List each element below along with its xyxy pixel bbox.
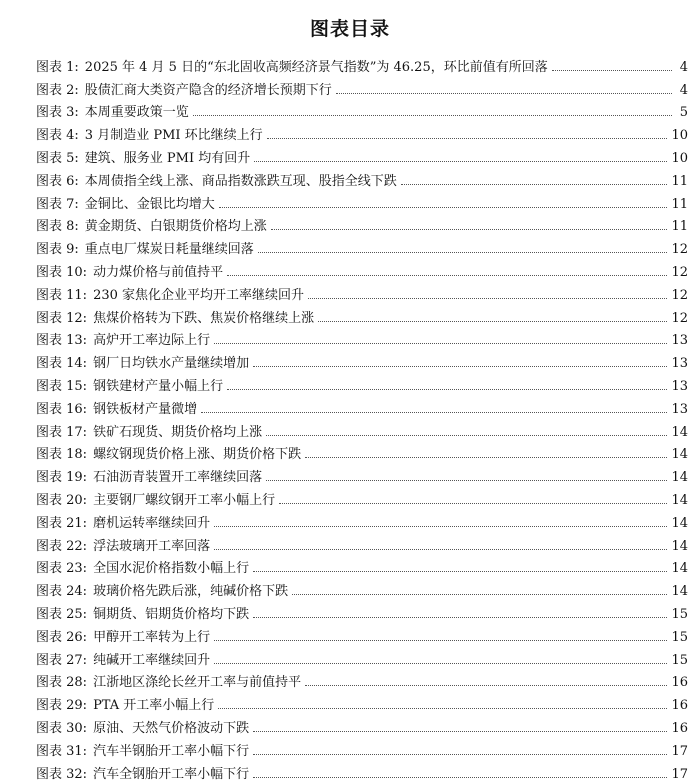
toc-entry-page-number[interactable]: 12: [671, 287, 688, 303]
toc-entry-label: 图表 7:: [36, 196, 79, 212]
toc-dot-leader: [292, 594, 667, 595]
toc-entry[interactable]: [36, 52, 688, 75]
toc-dot-leader: [318, 321, 667, 322]
toc-entry[interactable]: [36, 759, 688, 782]
toc-dot-leader: [214, 640, 667, 641]
toc-entry-title[interactable]: 全国水泥价格指数小幅上行: [93, 561, 250, 577]
toc-entry-page-number[interactable]: 5: [679, 105, 688, 121]
toc-entry[interactable]: [36, 257, 688, 280]
toc-entry-label: 图表 24:: [36, 584, 88, 600]
toc-entry-title[interactable]: 螺纹钢现货价格上涨、期货价格下跌: [93, 447, 302, 463]
toc-entry-page-number[interactable]: 14: [671, 561, 688, 577]
toc-entry[interactable]: [36, 531, 688, 554]
toc-entry-title[interactable]: 3 月制造业 PMI 环比继续上行: [84, 128, 263, 144]
toc-entry-page-number[interactable]: 15: [671, 606, 688, 622]
toc-dot-leader: [214, 343, 667, 344]
toc-entry-title[interactable]: 甲醇开工率转为上行: [93, 629, 211, 645]
toc-entry-title[interactable]: 纯碱开工率继续回升: [93, 652, 211, 668]
toc-entry-title[interactable]: 金铜比、金银比均增大: [84, 196, 215, 212]
toc-entry[interactable]: [36, 440, 688, 463]
toc-entry-title[interactable]: 高炉开工率边际上行: [93, 333, 211, 349]
toc-entry-title[interactable]: 焦煤价格转为下跌、焦炭价格继续上涨: [93, 310, 315, 326]
toc-dot-leader: [271, 229, 668, 230]
toc-entry[interactable]: [36, 189, 688, 212]
toc-entry-title[interactable]: 玻璃价格先跌后涨，纯碱价格下跌: [93, 584, 289, 600]
toc-entry-title[interactable]: 汽车半钢胎开工率小幅下行: [93, 743, 250, 759]
toc-entry-page-number[interactable]: 17: [671, 743, 688, 759]
toc-entry-title[interactable]: 钢厂日均铁水产量继续增加: [93, 356, 250, 372]
toc-entry-page-number[interactable]: 4: [679, 82, 688, 98]
toc-dot-leader: [253, 366, 667, 367]
toc-entry-label: 图表 6:: [36, 173, 79, 189]
toc-dot-leader: [253, 617, 667, 618]
toc-entry-label: 图表 26:: [36, 629, 88, 645]
toc-entry[interactable]: [36, 508, 688, 531]
toc-entry-label: 图表 3:: [36, 105, 79, 121]
toc-entry-page-number[interactable]: 14: [671, 538, 688, 554]
toc-entry-title[interactable]: 汽车全钢胎开工率小幅下行: [93, 766, 250, 782]
toc-dot-leader: [253, 571, 667, 572]
toc-dot-leader: [279, 503, 667, 504]
toc-entry-title[interactable]: 江浙地区涤纶长丝开工率与前值持平: [93, 675, 302, 691]
toc-entry-label: 图表 22:: [36, 538, 88, 554]
toc-entry[interactable]: [36, 462, 688, 485]
toc-dot-leader: [266, 480, 667, 481]
toc-entry-title[interactable]: 230 家焦化企业平均开工率继续回升: [93, 287, 305, 303]
toc-entry[interactable]: [36, 690, 688, 713]
toc-entry-title[interactable]: 动力煤价格与前值持平: [93, 264, 224, 280]
toc-dot-leader: [214, 663, 667, 664]
toc-dot-leader: [336, 93, 672, 94]
toc-entry-label: 图表 28:: [36, 675, 88, 691]
toc-entry-label: 图表 25:: [36, 606, 88, 622]
toc-entry-label: 图表 27:: [36, 652, 88, 668]
toc-dot-leader: [201, 412, 667, 413]
toc-entry[interactable]: [36, 713, 688, 736]
toc-entry-page-number[interactable]: 13: [671, 333, 688, 349]
toc-dot-leader: [193, 115, 672, 116]
toc-entry-title[interactable]: 黄金期货、白银期货价格均上涨: [84, 219, 267, 235]
toc-entry-title[interactable]: 2025 年 4 月 5 日的“东北固收高频经济景气指数”为 46.25，环比前值有所回落: [84, 59, 548, 75]
toc-entry-page-number[interactable]: 16: [671, 720, 688, 736]
toc-entry-page-number[interactable]: 12: [671, 264, 688, 280]
toc-entry-page-number[interactable]: 16: [671, 675, 688, 691]
toc-entry-label: 图表 11:: [36, 287, 88, 303]
toc-entry-label: 图表 10:: [36, 264, 88, 280]
toc-entry-page-number[interactable]: 14: [671, 584, 688, 600]
toc-entry-page-number[interactable]: 11: [671, 173, 688, 189]
toc-dot-leader: [305, 457, 667, 458]
toc-entry[interactable]: [36, 485, 688, 508]
toc-entry-page-number[interactable]: 10: [671, 128, 688, 144]
toc-entry-title[interactable]: 本周债指全线上涨、商品指数涨跌互现、股指全线下跌: [84, 173, 397, 189]
toc-entry-label: 图表 12:: [36, 310, 88, 326]
toc-entry-title[interactable]: 建筑、服务业 PMI 均有回升: [84, 150, 251, 166]
toc-entry-label: 图表 19:: [36, 470, 88, 486]
toc-entry[interactable]: [36, 622, 688, 645]
toc-entry-title[interactable]: 股债汇商大类资产隐含的经济增长预期下行: [84, 82, 332, 98]
table-of-figures: [36, 52, 688, 782]
toc-entry[interactable]: [36, 394, 688, 417]
toc-entry-page-number[interactable]: 14: [671, 447, 688, 463]
toc-entry[interactable]: [36, 371, 688, 394]
toc-entry-title[interactable]: PTA 开工率小幅上行: [93, 698, 215, 714]
toc-entry-title[interactable]: 原油、天然气价格波动下跌: [93, 720, 250, 736]
toc-entry-title[interactable]: 浮法玻璃开工率回落: [93, 538, 211, 554]
toc-dot-leader: [253, 777, 667, 778]
toc-entry[interactable]: [36, 348, 688, 371]
toc-entry-page-number[interactable]: 17: [671, 766, 688, 782]
toc-entry-label: 图表 8:: [36, 219, 79, 235]
toc-dot-leader: [214, 526, 667, 527]
toc-entry-label: 图表 14:: [36, 356, 88, 372]
toc-dot-leader: [552, 70, 672, 71]
toc-dot-leader: [266, 435, 667, 436]
toc-entry-page-number[interactable]: 16: [671, 698, 688, 714]
toc-entry-page-number[interactable]: 15: [671, 629, 688, 645]
toc-entry-label: 图表 18:: [36, 447, 88, 463]
toc-entry-title[interactable]: 主要钢厂螺纹钢开工率小幅上行: [93, 492, 276, 508]
toc-entry-page-number[interactable]: 4: [679, 59, 688, 75]
toc-entry[interactable]: [36, 736, 688, 759]
toc-entry-title[interactable]: 铜期货、铝期货价格均下跌: [93, 606, 250, 622]
toc-dot-leader: [308, 298, 667, 299]
toc-dot-leader: [219, 207, 668, 208]
toc-dot-leader: [305, 685, 667, 686]
toc-entry-label: 图表 2:: [36, 82, 79, 98]
toc-entry-title[interactable]: 磨机运转率继续回升: [93, 515, 211, 531]
toc-entry-label: 图表 29:: [36, 698, 88, 714]
toc-entry-label: 图表 31:: [36, 743, 88, 759]
toc-entry-label: 图表 9:: [36, 242, 79, 258]
toc-entry-label: 图表 1:: [36, 59, 79, 75]
toc-entry-title[interactable]: 本周重要政策一览: [84, 105, 189, 121]
toc-dot-leader: [227, 389, 667, 390]
toc-entry-label: 图表 16:: [36, 401, 88, 417]
toc-entry-label: 图表 5:: [36, 150, 79, 166]
toc-entry[interactable]: [36, 234, 688, 257]
toc-dot-leader: [227, 275, 667, 276]
page-title: 图表目录: [309, 18, 390, 40]
toc-dot-leader: [258, 252, 668, 253]
toc-entry-page-number[interactable]: 13: [671, 356, 688, 372]
toc-entry-label: 图表 23:: [36, 561, 88, 577]
toc-entry-title[interactable]: 钢铁建材产量小幅上行: [93, 378, 224, 394]
toc-entry-page-number[interactable]: 13: [671, 401, 688, 417]
toc-entry[interactable]: [36, 417, 688, 440]
toc-entry[interactable]: [36, 326, 688, 349]
toc-dot-leader: [254, 161, 667, 162]
toc-entry-page-number[interactable]: 11: [671, 219, 688, 235]
toc-entry-label: 图表 13:: [36, 333, 88, 349]
toc-entry[interactable]: [36, 645, 688, 668]
toc-entry-page-number[interactable]: 10: [671, 150, 688, 166]
toc-entry-page-number[interactable]: 11: [671, 196, 688, 212]
toc-entry-label: 图表 15:: [36, 378, 88, 394]
toc-entry[interactable]: [36, 303, 688, 326]
toc-entry[interactable]: [36, 98, 688, 121]
toc-entry-title[interactable]: 钢铁板材产量微增: [93, 401, 198, 417]
toc-entry-title[interactable]: 重点电厂煤炭日耗量继续回落: [84, 242, 254, 258]
toc-entry-label: 图表 4:: [36, 128, 79, 144]
toc-entry[interactable]: [36, 143, 688, 166]
toc-entry[interactable]: [36, 120, 688, 143]
toc-entry-label: 图表 17:: [36, 424, 88, 440]
toc-entry-page-number[interactable]: 13: [671, 378, 688, 394]
toc-dot-leader: [267, 138, 668, 139]
toc-entry[interactable]: [36, 599, 688, 622]
toc-entry-page-number[interactable]: 14: [671, 424, 688, 440]
toc-entry-page-number[interactable]: 14: [671, 515, 688, 531]
toc-entry[interactable]: [36, 280, 688, 303]
toc-dot-leader: [214, 549, 667, 550]
toc-entry-label: 图表 32:: [36, 766, 88, 782]
toc-entry[interactable]: [36, 554, 688, 577]
toc-entry-page-number[interactable]: 14: [671, 470, 688, 486]
toc-entry-label: 图表 21:: [36, 515, 88, 531]
toc-entry[interactable]: [36, 75, 688, 98]
toc-entry-page-number[interactable]: 14: [671, 492, 688, 508]
toc-dot-leader: [253, 754, 667, 755]
toc-entry-page-number[interactable]: 12: [671, 310, 688, 326]
toc-entry-title[interactable]: 铁矿石现货、期货价格均上涨: [93, 424, 263, 440]
toc-entry-label: 图表 20:: [36, 492, 88, 508]
toc-dot-leader: [218, 708, 667, 709]
toc-entry-title[interactable]: 石油沥青装置开工率继续回落: [93, 470, 263, 486]
toc-entry-label: 图表 30:: [36, 720, 88, 736]
toc-entry-page-number[interactable]: 12: [671, 242, 688, 258]
toc-dot-leader: [253, 731, 667, 732]
toc-dot-leader: [401, 184, 668, 185]
toc-entry[interactable]: [36, 576, 688, 599]
toc-entry[interactable]: [36, 166, 688, 189]
toc-entry[interactable]: [36, 668, 688, 691]
toc-entry[interactable]: [36, 212, 688, 235]
toc-entry-page-number[interactable]: 15: [671, 652, 688, 668]
